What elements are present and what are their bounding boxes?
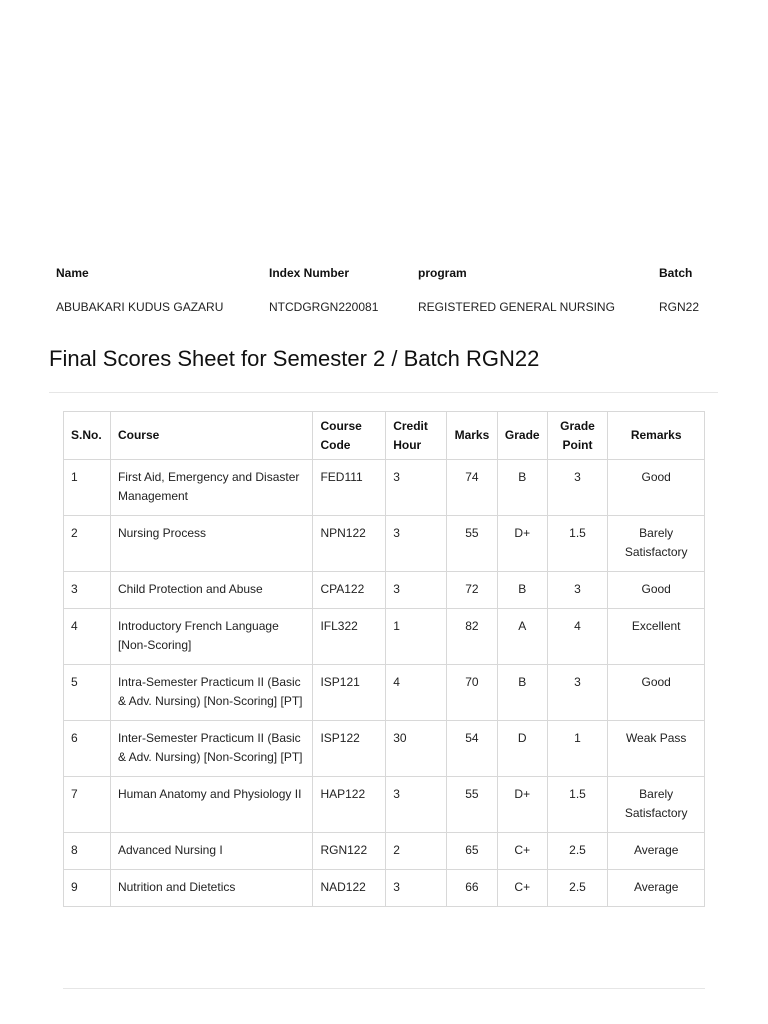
cell-grade: C+ [497, 833, 547, 870]
cell-course-code: NPN122 [313, 516, 386, 572]
cell-course: Introductory French Language [Non-Scoring] [110, 609, 312, 665]
cell-credit-hour: 4 [386, 665, 447, 721]
cell-marks: 66 [446, 870, 497, 907]
cell-sno: 7 [64, 777, 111, 833]
cell-course: Child Protection and Abuse [110, 572, 312, 609]
table-row [64, 516, 705, 572]
table-row [64, 572, 705, 609]
cell-grade: B [497, 665, 547, 721]
cell-course: Intra-Semester Practicum II (Basic & Adv. Nursing) [Non-Scoring] [PT] [110, 665, 312, 721]
cell-credit-hour: 30 [386, 721, 447, 777]
cell-course: First Aid, Emergency and Disaster Management [110, 460, 312, 516]
cell-credit-hour: 3 [386, 777, 447, 833]
cell-sno: 1 [64, 460, 111, 516]
cell-course: Human Anatomy and Physiology II [110, 777, 312, 833]
header-grade-point: Grade Point [547, 412, 608, 460]
cell-sno: 2 [64, 516, 111, 572]
cell-course: Nursing Process [110, 516, 312, 572]
table-row [64, 777, 705, 833]
cell-grade-point: 3 [547, 460, 608, 516]
index-number-header: Index Number [269, 266, 350, 280]
student-name: ABUBAKARI KUDUS GAZARU [56, 300, 224, 314]
cell-grade-point: 4 [547, 609, 608, 665]
student-program: REGISTERED GENERAL NURSING [418, 300, 615, 314]
cell-remarks: Average [608, 833, 705, 870]
cell-remarks: Weak Pass [608, 721, 705, 777]
header-credit-hour: Credit Hour [386, 412, 447, 460]
header-marks: Marks [446, 412, 497, 460]
program-header: program [418, 266, 467, 280]
cell-grade-point: 1.5 [547, 516, 608, 572]
name-header: Name [56, 266, 89, 280]
cell-marks: 65 [446, 833, 497, 870]
header-course: Course [110, 412, 312, 460]
cell-grade: D+ [497, 516, 547, 572]
cell-grade: A [497, 609, 547, 665]
table-row [64, 665, 705, 721]
cell-remarks: Excellent [608, 609, 705, 665]
cell-remarks: Good [608, 460, 705, 516]
footer-divider [63, 988, 705, 989]
cell-credit-hour: 3 [386, 460, 447, 516]
header-grade: Grade [497, 412, 547, 460]
cell-course: Nutrition and Dietetics [110, 870, 312, 907]
cell-grade-point: 1.5 [547, 777, 608, 833]
cell-sno: 5 [64, 665, 111, 721]
header-sno: S.No. [64, 412, 111, 460]
cell-grade-point: 3 [547, 572, 608, 609]
cell-course-code: ISP122 [313, 721, 386, 777]
cell-course-code: CPA122 [313, 572, 386, 609]
cell-credit-hour: 3 [386, 870, 447, 907]
cell-credit-hour: 3 [386, 572, 447, 609]
cell-course: Advanced Nursing I [110, 833, 312, 870]
cell-course-code: IFL322 [313, 609, 386, 665]
title-divider [49, 392, 718, 393]
cell-grade-point: 2.5 [547, 833, 608, 870]
batch-header: Batch [659, 266, 693, 280]
table-row [64, 870, 705, 907]
student-info [56, 266, 716, 320]
cell-marks: 72 [446, 572, 497, 609]
cell-marks: 55 [446, 777, 497, 833]
cell-course-code: FED111 [313, 460, 386, 516]
cell-sno: 4 [64, 609, 111, 665]
cell-sno: 9 [64, 870, 111, 907]
cell-course: Inter-Semester Practicum II (Basic & Adv. Nursing) [Non-Scoring] [PT] [110, 721, 312, 777]
cell-remarks: Good [608, 572, 705, 609]
table-header-row [64, 412, 705, 460]
header-course-code: Course Code [313, 412, 386, 460]
cell-marks: 54 [446, 721, 497, 777]
cell-remarks: Barely Satisfactory [608, 516, 705, 572]
cell-remarks: Barely Satisfactory [608, 777, 705, 833]
cell-marks: 74 [446, 460, 497, 516]
cell-grade: D [497, 721, 547, 777]
cell-course-code: RGN122 [313, 833, 386, 870]
student-index-number: NTCDGRGN220081 [269, 300, 379, 314]
cell-remarks: Average [608, 870, 705, 907]
cell-grade: D+ [497, 777, 547, 833]
cell-credit-hour: 2 [386, 833, 447, 870]
cell-course-code: NAD122 [313, 870, 386, 907]
cell-credit-hour: 3 [386, 516, 447, 572]
cell-sno: 3 [64, 572, 111, 609]
student-info-values [56, 300, 716, 320]
table-row [64, 833, 705, 870]
cell-credit-hour: 1 [386, 609, 447, 665]
cell-grade: B [497, 572, 547, 609]
table-row [64, 609, 705, 665]
cell-marks: 55 [446, 516, 497, 572]
cell-sno: 8 [64, 833, 111, 870]
student-batch: RGN22 [659, 300, 700, 314]
cell-grade-point: 1 [547, 721, 608, 777]
table-row [64, 460, 705, 516]
cell-marks: 70 [446, 665, 497, 721]
cell-grade-point: 3 [547, 665, 608, 721]
cell-marks: 82 [446, 609, 497, 665]
header-remarks: Remarks [608, 412, 705, 460]
cell-sno: 6 [64, 721, 111, 777]
cell-grade: B [497, 460, 547, 516]
cell-remarks: Good [608, 665, 705, 721]
cell-grade-point: 2.5 [547, 870, 608, 907]
scores-table [63, 411, 705, 907]
cell-grade: C+ [497, 870, 547, 907]
cell-course-code: ISP121 [313, 665, 386, 721]
page-title: Final Scores Sheet for Semester 2 / Batch RGN22 [49, 346, 540, 371]
student-info-headers [56, 266, 716, 286]
table-row [64, 721, 705, 777]
cell-course-code: HAP122 [313, 777, 386, 833]
